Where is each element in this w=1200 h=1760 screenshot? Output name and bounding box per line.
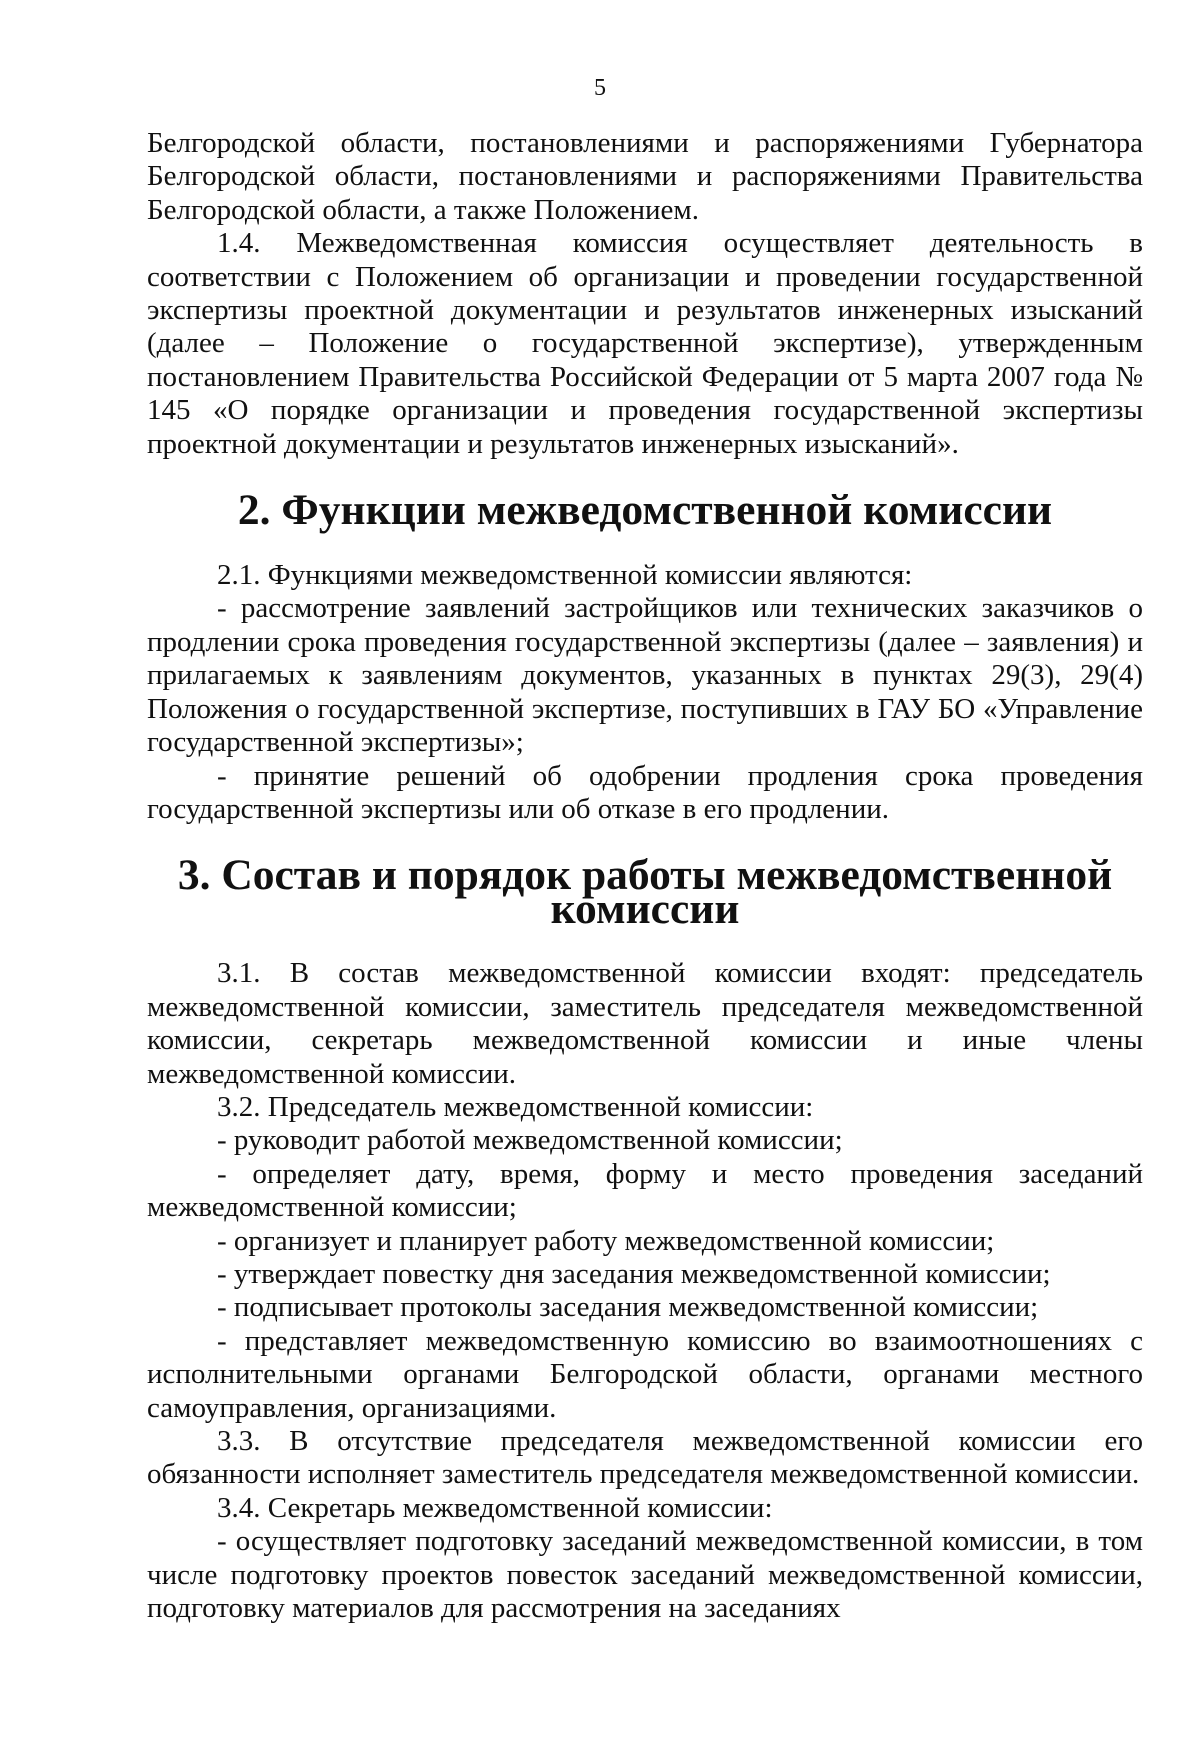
list-item: - определяет дату, время, форму и место проведения заседаний межведомственной комиссии; <box>147 1157 1143 1224</box>
paragraph-3-1: 3.1. В состав межведомственной комиссии входят: председатель межведомственной комиссии, заместитель председателя межведомственной комиссии, секретарь межведомственной комиссии и иные члены межведомственной комиссии. <box>147 957 1143 1090</box>
list-item: - осуществляет подготовку заседаний межведомственной комиссии, в том числе подготовку проектов повесток заседаний межведомственной комиссии, подготовку материалов для рассмотрения на заседаниях <box>147 1525 1143 1625</box>
list-item: - представляет межведомственную комиссию во взаимоотношениях с исполнительными органами Белгородской области, органами местного самоуправления, организациями. <box>147 1324 1143 1424</box>
list-item: - рассмотрение заявлений застройщиков или технических заказчиков о продлении срока проведения государственной экспертизы (далее – заявления) и прилагаемых к заявлениям документов, указанных в пунктах 29(3), 29(4) Положения о государственной экспертизе, поступивших в ГАУ БО «Управление государственной экспертизы»; <box>147 592 1143 759</box>
intro-continuation: Белгородской области, постановлениями и распоряжениями Губернатора Белгородской области, постановлениями и распоряжениями Правительства Белгородской области, а также Положением. <box>147 127 1143 226</box>
section-3-heading: 3. Состав и порядок работы межведомственной комиссии <box>177 851 1113 934</box>
paragraph-1-4: 1.4. Межведомственная комиссия осуществляет деятельность в соответствии с Положением об организации и проведении государственной экспертизы проектной документации и результатов инженерных изысканий (далее – Положение о государственной экспертизе), утвержденным постановлением Правительства Российской Федерации от 5 марта 2007 года № 145 «О порядке организации и проведения государственной экспертизы проектной документации и результатов инженерных изысканий». <box>147 227 1143 460</box>
paragraph-3-4: 3.4. Секретарь межведомственной комиссии: <box>217 1491 773 1524</box>
list-item: - руководит работой межведомственной комиссии; <box>217 1124 843 1157</box>
paragraph-2-1: 2.1. Функциями межведомственной комиссии являются: <box>217 559 913 592</box>
paragraph-3-3: 3.3. В отсутствие председателя межведомственной комиссии его обязанности исполняет заместитель председателя межведомственной комиссии. <box>147 1425 1143 1491</box>
paragraph-3-2: 3.2. Председатель межведомственной комиссии: <box>217 1090 814 1123</box>
list-item: - принятие решений об одобрении продления срока проведения государственной экспертизы или об отказе в его продлении. <box>147 759 1143 825</box>
document-body <box>147 127 1143 1625</box>
list-item: - организует и планирует работу межведомственной комиссии; <box>217 1224 995 1257</box>
page-number: 5 <box>594 75 606 101</box>
list-item: - утверждает повестку дня заседания межведомственной комиссии; <box>217 1257 1051 1290</box>
list-item: - подписывает протоколы заседания межведомственной комиссии; <box>217 1291 1039 1324</box>
section-2-heading: 2. Функции межведомственной комиссии <box>237 486 1053 535</box>
